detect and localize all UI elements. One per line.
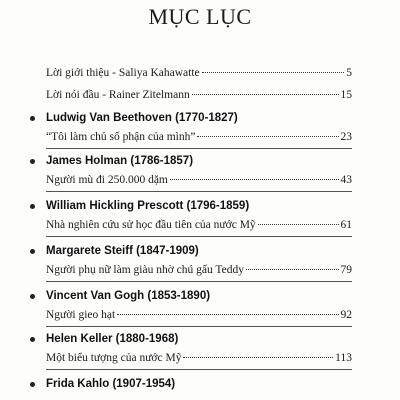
- dot-leader: [170, 179, 339, 180]
- person-name: Vincent Van Gogh (1853-1890): [46, 290, 211, 302]
- dot-leader: [246, 269, 339, 270]
- bullet-icon: [30, 159, 35, 164]
- dot-leader: [197, 136, 338, 137]
- toc-person-heading: [30, 333, 360, 345]
- toc-entry-foreword: [46, 89, 352, 101]
- divider: [46, 369, 352, 370]
- divider: [46, 191, 352, 192]
- page-number: 5: [346, 67, 352, 79]
- toc-person-heading: [30, 200, 360, 212]
- page-number: 15: [340, 89, 352, 101]
- bullet-icon: [30, 294, 35, 299]
- toc-person-heading: [30, 378, 360, 390]
- entry-text: Lời giới thiệu - Saliya Kahawatte: [46, 67, 200, 79]
- page-number: 113: [335, 352, 352, 364]
- bullet-icon: [30, 337, 35, 342]
- divider: [46, 148, 352, 149]
- bullet-icon: [30, 116, 35, 121]
- person-name: Margarete Steiff (1847-1909): [46, 245, 199, 257]
- toc-entry: [46, 264, 352, 276]
- toc-entry: [46, 219, 352, 231]
- toc-entry: [46, 309, 352, 321]
- divider: [46, 326, 352, 327]
- toc-person-heading: [30, 245, 360, 257]
- entry-text: Người gieo hạt: [46, 309, 116, 321]
- page-number: 23: [340, 131, 352, 143]
- page-number: 92: [340, 309, 352, 321]
- toc-person-heading: [30, 112, 360, 124]
- entry-text: Lời nói đầu - Rainer Zitelmann: [46, 89, 190, 101]
- person-name: Ludwig Van Beethoven (1770-1827): [46, 112, 238, 124]
- dot-leader: [192, 94, 339, 95]
- person-name: James Holman (1786-1857): [46, 155, 194, 167]
- toc-person-heading: [30, 155, 360, 167]
- dot-leader: [117, 314, 338, 315]
- person-name: Frida Kahlo (1907-1954): [46, 378, 176, 390]
- toc-person-heading: [30, 290, 360, 302]
- divider: [46, 236, 352, 237]
- bullet-icon: [30, 382, 35, 387]
- page-number: 79: [340, 264, 352, 276]
- entry-text: Một biểu tượng của nước Mỹ: [46, 352, 182, 364]
- dot-leader: [183, 357, 333, 358]
- entry-text: “Tôi làm chủ số phận của mình”: [46, 131, 196, 143]
- bullet-icon: [30, 204, 35, 209]
- toc-entry: [46, 174, 352, 186]
- divider: [46, 281, 352, 282]
- toc-entry: [46, 352, 352, 364]
- dot-leader: [202, 72, 345, 73]
- toc-entry: [46, 131, 352, 143]
- entry-text: Nhà nghiên cứu sử học đầu tiên của nước Mỹ: [46, 219, 256, 231]
- dot-leader: [258, 224, 339, 225]
- person-name: Helen Keller (1880-1968): [46, 333, 179, 345]
- bullet-icon: [30, 249, 35, 254]
- entry-text: Người phụ nữ làm giàu nhờ chú gấu Teddy: [46, 264, 244, 276]
- page-number: 61: [340, 219, 352, 231]
- page-number: 43: [340, 174, 352, 186]
- entry-text: Người mù đi 250.000 dặm: [46, 174, 168, 186]
- toc-title: MỤC LỤC: [148, 4, 252, 29]
- person-name: William Hickling Prescott (1796-1859): [46, 200, 250, 212]
- toc-entry-intro: [46, 67, 352, 79]
